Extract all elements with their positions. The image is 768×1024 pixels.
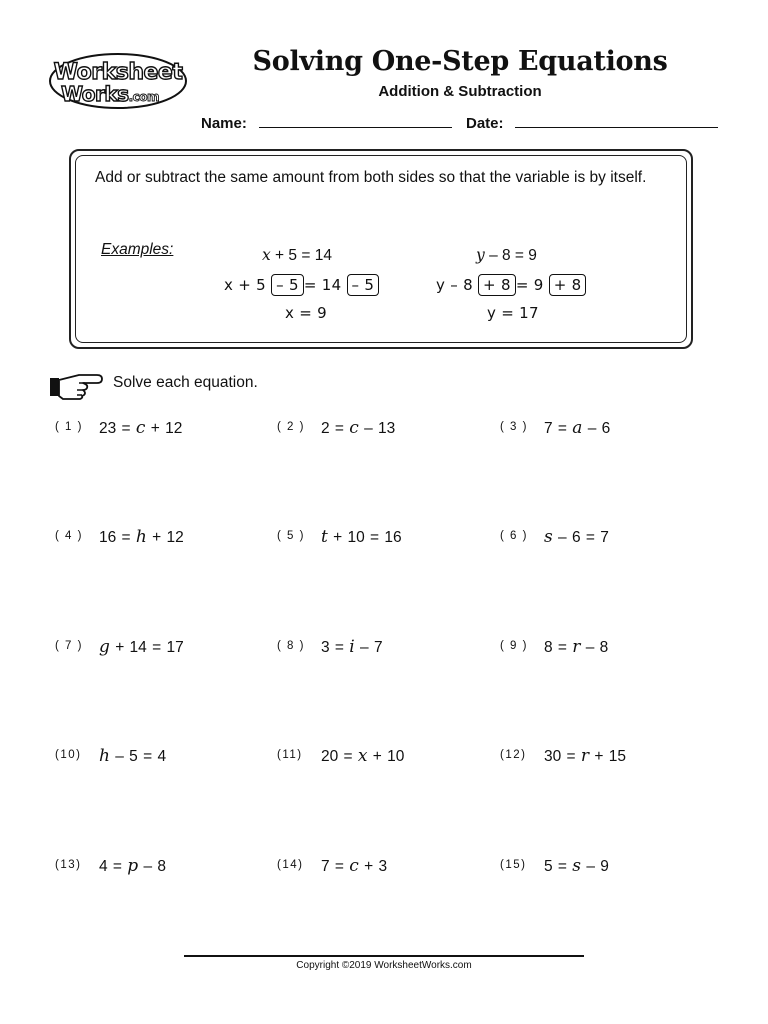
problem-equation: [544, 527, 609, 547]
problem-equation: [544, 637, 608, 657]
problem-equation-right: + 12: [146, 529, 184, 546]
problem-number: ( 8 ): [277, 640, 305, 652]
copyright-text: Copyright ©2019 WorksheetWorks.com: [296, 960, 472, 971]
example2-box-left: + 8: [478, 274, 516, 296]
problem-equation-left: 3 =: [321, 639, 350, 656]
problem-equation: [99, 527, 184, 547]
example2-equation-rest: – 8 = 9: [484, 247, 537, 264]
problem-equation: [321, 746, 404, 766]
problem-equation-right: – 8: [580, 639, 609, 656]
problem-number: (14): [277, 859, 304, 871]
problem-equation: [321, 856, 387, 876]
example1-step: [224, 274, 379, 296]
problem-equation: [99, 746, 166, 766]
name-label: Name:: [201, 115, 247, 132]
problem-equation: [544, 418, 610, 438]
example2-step-mid: = 9: [515, 276, 544, 294]
problem-equation-left: 23 =: [99, 420, 136, 437]
problem-equation-left: 5 =: [544, 858, 573, 875]
logo-text-worksheet: Worksheet: [53, 60, 183, 85]
problem-variable: p: [127, 856, 139, 876]
page-title: Solving One-Step Equations: [252, 46, 668, 77]
example2-box-right: + 8: [549, 274, 587, 296]
name-field-line[interactable]: [259, 127, 452, 128]
footer-rule: [184, 955, 584, 957]
logo-text-com: .com: [128, 90, 160, 104]
example1-step-start: x + 5: [224, 276, 267, 294]
problem-equation-right: + 10: [367, 748, 405, 765]
problem-number: (10): [55, 749, 82, 761]
problem-equation-left: 16 =: [99, 529, 136, 546]
example1-equation-rest: + 5 = 14: [270, 247, 332, 264]
problem-equation-left: 7 =: [544, 420, 573, 437]
problem-equation: [321, 637, 383, 657]
page-subtitle: Addition & Subtraction: [378, 83, 542, 100]
problem-number: ( 5 ): [277, 530, 305, 542]
problem-equation: [321, 527, 402, 547]
problem-equation-right: – 7: [354, 639, 383, 656]
problem-equation: [99, 418, 182, 438]
instructions-text: Add or subtract the same amount from both sides so that the variable is by itself.: [95, 169, 647, 186]
example1-box-right: – 5: [347, 274, 380, 296]
problem-number: (15): [500, 859, 527, 871]
problem-equation-left: 30 =: [544, 748, 581, 765]
problem-variable: i: [349, 637, 355, 657]
problem-variable: c: [349, 856, 359, 876]
example1-step-mid: = 14: [303, 276, 342, 294]
problem-equation-right: – 5 = 4: [109, 748, 167, 765]
problem-variable: s: [572, 856, 582, 876]
problem-equation-right: + 12: [145, 420, 183, 437]
problem-equation-right: + 14 = 17: [109, 639, 184, 656]
problem-number: ( 6 ): [500, 530, 528, 542]
problem-variable: x: [357, 746, 368, 766]
problem-equation-right: – 6 = 7: [552, 529, 609, 546]
problem-equation: [321, 418, 395, 438]
problem-equation: [99, 856, 166, 876]
problem-equation-left: 4 =: [99, 858, 128, 875]
examples-label: Examples:: [101, 241, 174, 258]
problem-equation-left: 7 =: [321, 858, 350, 875]
problem-variable: a: [572, 418, 583, 438]
problem-variable: s: [544, 527, 553, 547]
example2-step: [436, 274, 586, 296]
problem-number: ( 9 ): [500, 640, 528, 652]
problem-equation: [99, 637, 184, 657]
example2-result: y = 17: [487, 304, 539, 322]
problem-equation-left: 20 =: [321, 748, 358, 765]
problem-equation-left: 2 =: [321, 420, 350, 437]
example1-variable: x: [262, 246, 271, 264]
pointing-hand-icon: [49, 372, 103, 400]
problem-number: ( 7 ): [55, 640, 83, 652]
problem-variable: t: [321, 527, 328, 547]
problem-variable: c: [135, 418, 146, 438]
problem-equation-right: – 13: [358, 420, 396, 437]
problem-equation-right: + 3: [358, 858, 388, 875]
problem-variable: g: [99, 637, 110, 657]
example2-equation: [476, 246, 537, 265]
example1-box-left: – 5: [271, 274, 304, 296]
problem-equation: [544, 746, 626, 766]
problem-number: (12): [500, 749, 527, 761]
problem-number: (11): [277, 749, 303, 761]
problem-number: ( 3 ): [500, 421, 528, 433]
problem-variable: h: [135, 527, 147, 547]
problem-number: ( 4 ): [55, 530, 83, 542]
problem-equation-right: + 15: [589, 748, 626, 765]
example1-equation: [262, 246, 332, 265]
example2-step-start: y – 8: [436, 276, 473, 294]
problem-equation-right: – 9: [581, 858, 609, 875]
problem-variable: r: [580, 746, 590, 766]
problem-equation-right: + 10 = 16: [327, 529, 402, 546]
problem-equation-right: – 6: [582, 420, 611, 437]
problem-equation-left: 8 =: [544, 639, 573, 656]
problem-number: ( 2 ): [277, 421, 305, 433]
date-label: Date:: [466, 115, 504, 132]
problem-equation-right: – 8: [138, 858, 167, 875]
example2-variable: y: [476, 246, 485, 264]
problem-number: (13): [55, 859, 82, 871]
problem-number: ( 1 ): [55, 421, 83, 433]
problem-variable: r: [572, 637, 581, 657]
problem-variable: c: [349, 418, 359, 438]
example1-result: x = 9: [285, 304, 328, 322]
date-field-line[interactable]: [515, 127, 718, 128]
worksheetworks-logo: [48, 52, 188, 110]
prompt-text: Solve each equation.: [113, 374, 258, 391]
problem-variable: h: [99, 746, 110, 766]
logo-text-works: Works: [60, 82, 129, 106]
problem-equation: [544, 856, 609, 876]
